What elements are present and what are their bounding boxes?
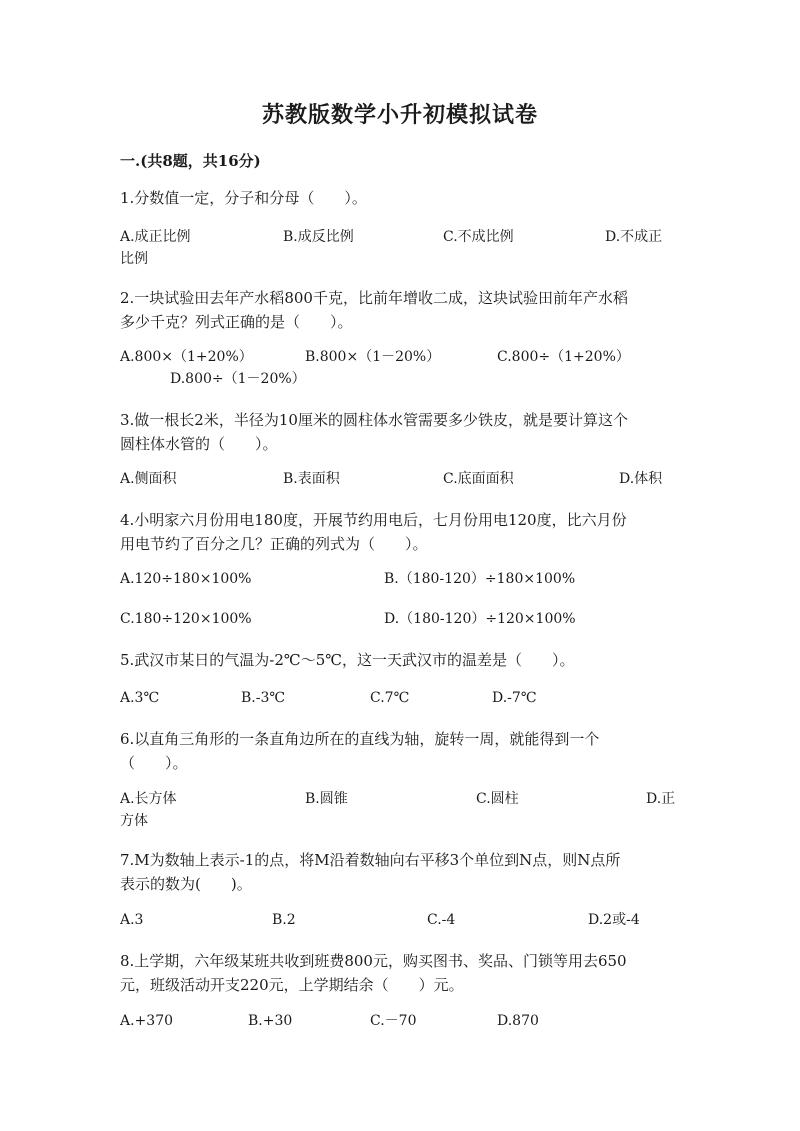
question-2-stem <box>120 286 680 334</box>
option-d[interactable]: D.2或-4 <box>588 912 640 928</box>
question-3-options <box>120 468 680 490</box>
option-c[interactable]: C.800÷（1+20%） <box>497 349 630 365</box>
option-d[interactable]: D.870 <box>497 1013 539 1029</box>
option-d[interactable]: D.800÷（1－20%） <box>170 371 306 387</box>
option-c[interactable]: C.底面面积 <box>443 471 514 487</box>
question-line: 5.武汉市某日的气温为-2℃～5℃，这一天武汉市的温差是（ ）。 <box>120 651 575 669</box>
option-b[interactable]: B.（180-120）÷180×100% <box>384 571 576 587</box>
question-5-options <box>120 687 680 709</box>
question-line: 3.做一根长2米，半径为10厘米的圆柱体水管需要多少铁皮，就是要计算这个 <box>120 411 628 429</box>
section-heading: 一.(共8题，共16分) <box>120 152 261 170</box>
option-b[interactable]: B.+30 <box>248 1013 293 1029</box>
option-a[interactable]: A.侧面积 <box>120 471 177 487</box>
option-b[interactable]: B.800×（1－20%） <box>305 349 441 365</box>
question-7-options <box>120 909 680 931</box>
option-d[interactable]: D.不成正 <box>605 229 663 245</box>
question-6-stem <box>120 727 680 775</box>
question-8-options <box>120 1010 680 1032</box>
question-4-options <box>120 568 680 630</box>
option-b[interactable]: B.表面积 <box>283 471 340 487</box>
option-d[interactable]: D.正 <box>646 791 676 807</box>
option-b[interactable]: B.成反比例 <box>283 229 354 245</box>
option-b[interactable]: B.-3℃ <box>241 690 286 706</box>
option-b[interactable]: B.2 <box>272 912 296 928</box>
option-a[interactable]: A.800×（1+20%） <box>120 349 253 365</box>
option-c[interactable]: C.圆柱 <box>476 791 519 807</box>
question-7-stem <box>120 848 680 896</box>
question-line: 1.分数值一定，分子和分母（ ）。 <box>120 189 367 207</box>
option-a[interactable]: A.3℃ <box>120 690 160 706</box>
option-b[interactable]: B.圆锥 <box>305 791 348 807</box>
option-d[interactable]: D.-7℃ <box>492 690 537 706</box>
question-1-options <box>120 226 680 270</box>
option-a[interactable]: A.+370 <box>120 1013 174 1029</box>
option-c[interactable]: C.-4 <box>427 912 456 928</box>
question-3-stem <box>120 408 680 456</box>
option-a[interactable]: A.长方体 <box>120 791 177 807</box>
question-line: 7.M为数轴上表示-1的点，将M沿着数轴向右平移3个单位到N点，则N点所 <box>120 851 621 869</box>
question-line: 多少千克？列式正确的是（ ）。 <box>120 313 353 331</box>
option-c[interactable]: C.180÷120×100% <box>120 611 252 627</box>
question-8-stem <box>120 949 680 997</box>
question-line: 4.小明家六月份用电180度，开展节约用电后，七月份用电120度，比六月份 <box>120 511 627 529</box>
question-4-stem <box>120 508 680 556</box>
option-d[interactable]: D.（180-120）÷120×100% <box>384 611 576 627</box>
option-a[interactable]: A.120÷180×100% <box>120 571 252 587</box>
option-c[interactable]: C.不成比例 <box>443 229 514 245</box>
question-line: （ ）。 <box>120 754 188 772</box>
question-line: 6.以直角三角形的一条直角边所在的直线为轴，旋转一周，就能得到一个 <box>120 730 600 748</box>
question-6-options <box>120 788 680 832</box>
exam-title: 苏教版数学小升初模拟试卷 <box>261 102 538 128</box>
question-line: 元，班级活动开支220元，上学期结余（ ）元。 <box>120 976 464 994</box>
option-c[interactable]: C.7℃ <box>370 690 410 706</box>
question-line: 圆柱体水管的（ ）。 <box>120 435 278 453</box>
option-d[interactable]: D.体积 <box>619 471 663 487</box>
option-c[interactable]: C.－70 <box>370 1013 417 1029</box>
question-line: 用电节约了百分之几？正确的列式为（ ）。 <box>120 535 428 553</box>
option-d-wrap: 方体 <box>120 813 148 829</box>
question-5-stem <box>120 648 680 672</box>
question-line: 8.上学期，六年级某班共收到班费800元，购买图书、奖品、门锁等用去650 <box>120 952 627 970</box>
question-2-options <box>120 346 680 390</box>
option-a[interactable]: A.成正比例 <box>120 229 191 245</box>
question-line: 2.一块试验田去年产水稻800千克，比前年增收二成，这块试验田前年产水稻 <box>120 289 628 307</box>
option-d-wrap: 比例 <box>120 251 148 267</box>
question-1-stem <box>120 186 680 210</box>
option-a[interactable]: A.3 <box>120 912 144 928</box>
question-line: 表示的数为( )。 <box>120 875 252 893</box>
